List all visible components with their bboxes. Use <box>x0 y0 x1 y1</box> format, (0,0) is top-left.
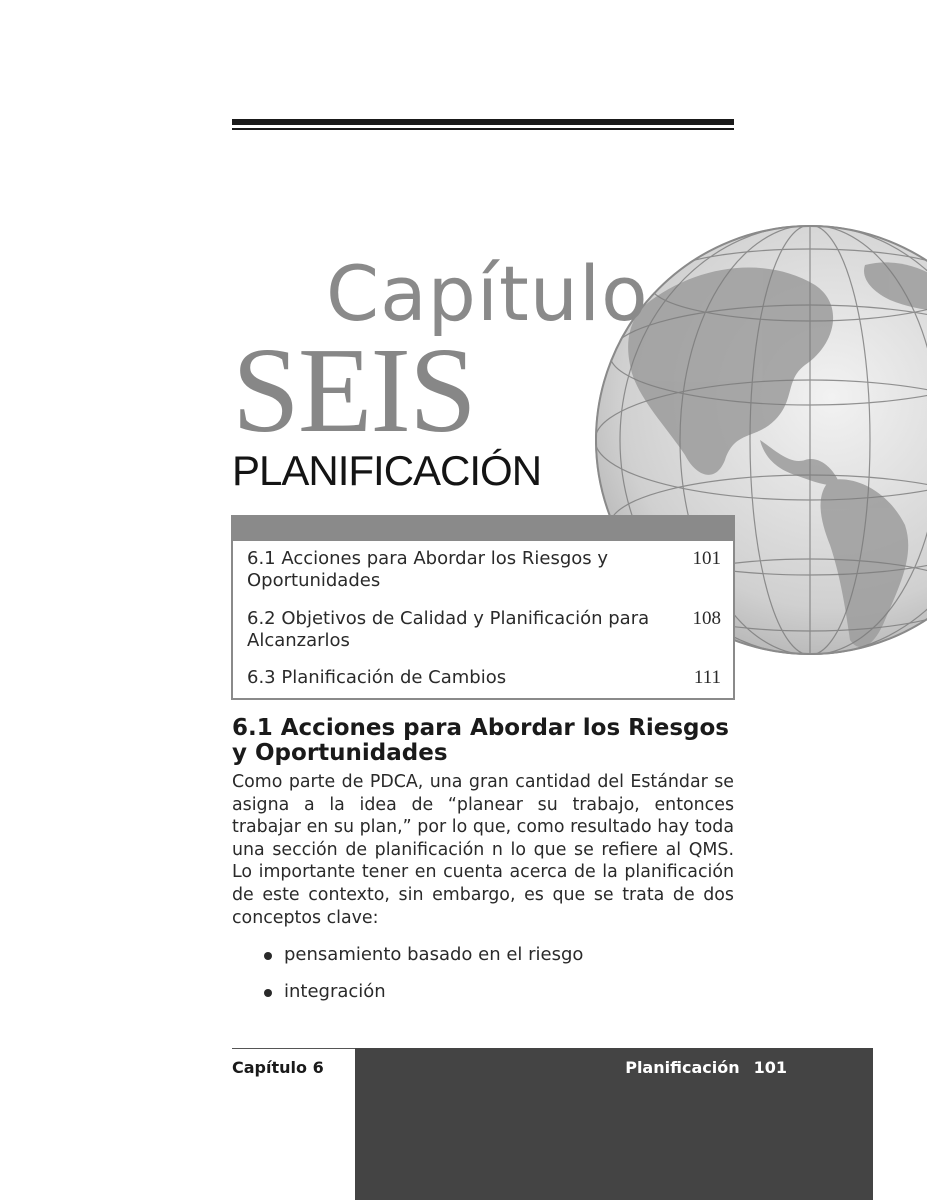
footer-section-title: Planificación <box>625 1058 740 1077</box>
bullet-list <box>262 944 583 1018</box>
list-item-text: pensamiento basado en el riesgo <box>284 944 584 965</box>
header-rule-thin <box>232 128 734 130</box>
section-heading: 6.1 Acciones para Abordar los Riesgos y Oportunidades <box>232 715 729 766</box>
footer-dark-block <box>355 1048 873 1200</box>
chapter-label: Capítulo <box>326 249 649 338</box>
list-item <box>262 981 583 1018</box>
toc-entry-page: 108 <box>692 608 721 629</box>
toc-entry-page: 111 <box>693 667 721 688</box>
list-item-text: integración <box>284 981 386 1002</box>
chapter-number-word: SEIS <box>232 323 475 458</box>
bullet-icon <box>264 952 272 960</box>
toc-entry-page: 101 <box>692 548 721 569</box>
toc-entry-title: 6.2 Objetivos de Calidad y Planificación para Alcanzarlos <box>247 608 650 651</box>
bullet-icon <box>264 989 272 997</box>
page-number: 101 <box>753 1058 787 1077</box>
toc-entry-title: 6.3 Planificación de Cambios <box>247 667 507 688</box>
chapter-title: PLANIFICACIÓN <box>232 447 542 494</box>
table-of-contents <box>231 515 735 700</box>
toc-entry-title: 6.1 Acciones para Abordar los Riesgos y Oportunidades <box>247 548 609 591</box>
footer-rule <box>232 1048 355 1049</box>
section-body-paragraph: Como parte de PDCA, una gran cantidad del Estándar se asigna a la idea de “planear su trabajo, entonces trabajar en su plan,” por lo que, como resultado hay toda una sección de planificación n lo que se refiere al QMS. Lo importante tener en cuenta acerca de la planificación de este contexto, sin embargo, es que se trata de dos conceptos clave: <box>232 772 734 928</box>
footer-running-head <box>625 1058 787 1077</box>
footer-chapter-label: Capítulo 6 <box>232 1058 324 1077</box>
list-item <box>262 944 583 981</box>
toc-header-bar <box>233 517 733 541</box>
header-rule-thick <box>232 119 734 125</box>
